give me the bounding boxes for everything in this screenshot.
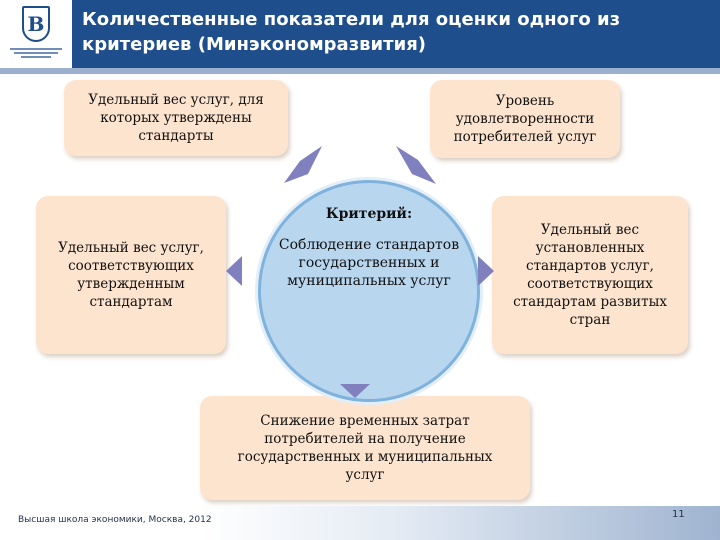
footer-text: Высшая школа экономики, Москва, 2012 xyxy=(18,515,212,525)
slide-title: Количественные показатели для оценки одного из критериев (Минэкономразвития) xyxy=(82,9,621,55)
arrow-to-top-left xyxy=(284,146,322,183)
box-right-text: Удельный вес установленных стандартов услуг, соответствующих стандартам развитых стран xyxy=(513,222,667,328)
logo-emblem-icon: B xyxy=(22,6,50,42)
page-number: 11 xyxy=(672,509,685,520)
arrow-to-left xyxy=(226,256,242,286)
box-bottom-text: Снижение временных затрат потребителей на получение государственных и муниципальных услуг xyxy=(237,413,493,483)
box-top-left-text: Удельный вес услуг, для которых утверждены стандарты xyxy=(88,92,264,144)
box-top-right-text: Уровень удовлетворенности потребителей услуг xyxy=(453,93,597,145)
arrow-to-bottom xyxy=(340,384,370,398)
criterion-text: Соблюдение стандартов государственных и муниципальных услуг xyxy=(278,237,460,289)
arrow-to-right xyxy=(478,256,494,286)
criterion-title: Критерий: xyxy=(325,206,413,222)
arrow-to-top-right xyxy=(396,146,436,184)
box-left-text: Удельный вес услуг, соответствующих утвержденным стандартам xyxy=(58,240,204,310)
